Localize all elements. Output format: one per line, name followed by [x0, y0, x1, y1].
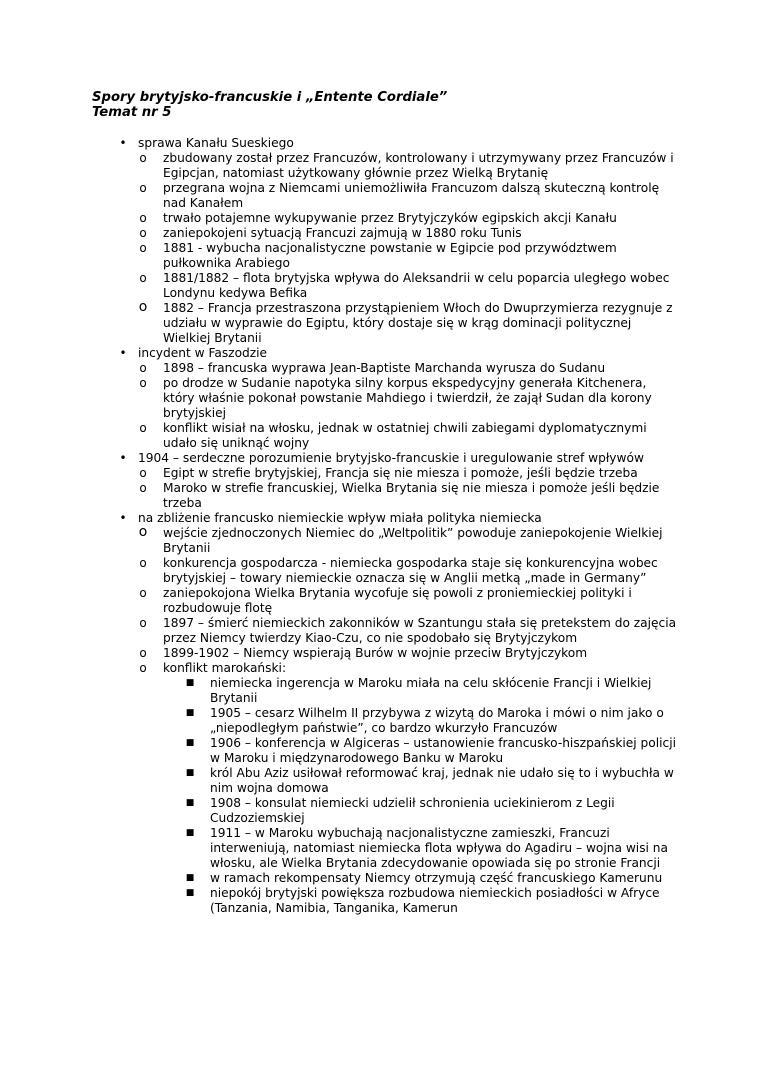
sub-item-text: 1898 – francuska wyprawa Jean-Baptiste Marchanda wyrusza do Sudanu	[163, 361, 606, 375]
bullet-circle-icon: o	[138, 524, 148, 540]
bullet-disc-icon: •	[119, 136, 127, 150]
section-text: incydent w Faszodzie	[138, 346, 268, 360]
bullet-square-icon: ■	[185, 828, 195, 838]
title-line-1: Spory brytyjsko-francuskie i „Entente Cordiale”	[92, 90, 448, 105]
sub-item-text: 1882 – Francja przestraszona przystąpieniem Włoch do Dwuprzymierza rezygnuje z udziału w wyprawie do Egiptu, który dostaje się w krąg dominacji politycznej Wielkiej Brytanii	[163, 301, 673, 345]
sub-sub-item	[98, 766, 678, 796]
sub-item-text: 1881/1882 – flota brytyjska wpływa do Aleksandrii w celu poparcia uległego wobec Londynu kedywa Befika	[163, 271, 670, 300]
bullet-circle-icon: o	[139, 481, 147, 495]
sub-item-text: 1897 – śmierć niemieckich zakonników w Szantungu stała się pretekstem do zajęcia przez Niemcy twierdzy Kiao-Czu, co nie spodobało się Brytyjczykom	[163, 616, 677, 645]
title-line-2: Temat nr 5	[92, 105, 172, 120]
sub-item-text: zaniepokojona Wielka Brytania wycofuje się powoli z proniemieckiej polityki i rozbudowuje flotę	[163, 586, 632, 615]
bullet-circle-icon: o	[139, 556, 147, 570]
sub-sub-item	[98, 796, 678, 826]
bullet-square-icon: ■	[185, 738, 195, 748]
sub-item	[98, 466, 678, 481]
sub-item	[98, 616, 678, 646]
bullet-circle-icon: o	[139, 361, 147, 375]
bullet-circle-icon: o	[139, 646, 147, 660]
bullet-disc-icon: •	[119, 451, 127, 465]
sub-item	[98, 526, 678, 556]
sub-item-text: konkurencja gospodarcza - niemiecka gospodarka staje się konkurencyjna wobec brytyjskiej – towary niemieckie oznacza się w Anglii metką „made in Germany”	[163, 556, 658, 585]
section-item	[118, 451, 678, 466]
bullet-square-icon: ■	[185, 888, 195, 898]
section-item	[118, 136, 678, 151]
section-text: 1904 – serdeczne porozumienie brytyjsko-francuskie i uregulowanie stref wpływów	[138, 451, 644, 465]
sub-sub-item	[98, 871, 678, 886]
sub-sub-item-text: 1906 – konferencja w Algiceras – ustanowienie francusko-hiszpańskiej policji w Maroku i międzynarodowego Banku w Maroku	[210, 736, 676, 765]
bullet-circle-icon: o	[139, 181, 147, 195]
sub-item-text: 1881 - wybucha nacjonalistyczne powstanie w Egipcie pod przywództwem pułkownika Arabiego	[163, 241, 617, 270]
bullet-circle-icon: o	[139, 211, 147, 225]
sub-item	[98, 301, 678, 346]
sub-item-text: Maroko w strefie francuskiej, Wielka Brytania się nie miesza i pomoże jeśli będzie trzeba	[163, 481, 660, 510]
sub-sub-item-text: w ramach rekompensaty Niemcy otrzymują część francuskiego Kamerunu	[210, 871, 663, 885]
sub-sub-item-text: niepokój brytyjski powiększa rozbudowa niemieckich posiadłości w Afryce (Tanzania, Namibia, Tanganika, Kamerun	[210, 886, 660, 915]
bullet-circle-icon: o	[139, 421, 147, 435]
bullet-square-icon: ■	[185, 798, 195, 808]
sub-item	[98, 226, 678, 241]
bullet-square-icon: ■	[185, 708, 195, 718]
sub-item	[98, 211, 678, 226]
section-text: na zbliżenie francusko niemieckie wpływ miała polityka niemiecka	[138, 511, 542, 525]
bullet-circle-icon: o	[139, 466, 147, 480]
bullet-circle-icon: o	[139, 241, 147, 255]
bullet-square-icon: ■	[185, 678, 195, 688]
sub-item-text: przegrana wojna z Niemcami uniemożliwiła Francuzom dalszą skuteczną kontrolę nad Kanałem	[163, 181, 660, 210]
document-title	[92, 90, 447, 120]
bullet-circle-icon: o	[139, 586, 147, 600]
sub-item-text: trwało potajemne wykupywanie przez Brytyjczyków egipskich akcji Kanału	[163, 211, 617, 225]
section-text: sprawa Kanału Sueskiego	[138, 136, 294, 150]
bullet-square-icon: ■	[185, 873, 195, 883]
outline-list	[118, 136, 678, 916]
sub-sub-item-text: 1908 – konsulat niemiecki udzielił schronienia uciekinierom z Legii Cudzoziemskiej	[210, 796, 615, 825]
bullet-circle-icon: o	[139, 376, 147, 390]
sub-sub-item	[98, 706, 678, 736]
sub-item-text: zaniepokojeni sytuacją Francuzi zajmują w 1880 roku Tunis	[163, 226, 522, 240]
sub-sub-item	[98, 826, 678, 871]
sub-sub-item	[98, 676, 678, 706]
sub-item-text: 1899-1902 – Niemcy wspierają Burów w wojnie przeciw Brytyjczykom	[163, 646, 588, 660]
sub-sub-item-text: król Abu Aziz usiłował reformować kraj, jednak nie udało się to i wybuchła w nim wojna domowa	[210, 766, 674, 795]
sub-item	[98, 181, 678, 211]
sub-item	[98, 421, 678, 451]
sub-sub-item	[98, 886, 678, 916]
section-item	[118, 511, 678, 526]
sub-item	[98, 556, 678, 586]
sub-item-text: Egipt w strefie brytyjskiej, Francja się nie miesza i pomoże, jeśli będzie trzeba	[163, 466, 638, 480]
sub-sub-item-text: 1911 – w Maroku wybuchają nacjonalistyczne zamieszki, Francuzi interweniują, natomiast niemiecka flota wpływa do Agadiru – wojna wisi na włosku, ale Wielka Brytania zdecydowanie opowiada się po stronie Francji	[210, 826, 668, 870]
bullet-circle-icon: o	[138, 299, 148, 315]
sub-sub-item	[98, 736, 678, 766]
sub-item	[98, 376, 678, 421]
bullet-circle-icon: o	[139, 226, 147, 240]
sub-sub-item-text: niemiecka ingerencja w Maroku miała na celu skłócenie Francji i Wielkiej Brytanii	[210, 676, 652, 705]
sub-item	[98, 661, 678, 676]
sub-item-text: wejście zjednoczonych Niemiec do „Weltpolitik” powoduje zaniepokojenie Wielkiej Brytanii	[163, 526, 663, 555]
sub-item-text: konflikt wisiał na włosku, jednak w ostatniej chwili zabiegami dyplomatycznymi udało się uniknąć wojny	[163, 421, 647, 450]
bullet-circle-icon: o	[139, 271, 147, 285]
sub-item	[98, 481, 678, 511]
sub-item	[98, 241, 678, 271]
sub-item	[98, 361, 678, 376]
sub-sub-item-text: 1905 – cesarz Wilhelm II przybywa z wizytą do Maroka i mówi o nim jako o „niepodległym państwie”, co bardzo wkurzyło Francuzów	[210, 706, 664, 735]
sub-item	[98, 646, 678, 661]
bullet-disc-icon: •	[119, 346, 127, 360]
bullet-square-icon: ■	[185, 768, 195, 778]
bullet-circle-icon: o	[139, 616, 147, 630]
bullet-disc-icon: •	[119, 511, 127, 525]
section-item	[118, 346, 678, 361]
sub-item-text: konflikt marokański:	[163, 661, 287, 675]
bullet-circle-icon: o	[139, 151, 147, 165]
sub-item	[98, 271, 678, 301]
sub-item-text: po drodze w Sudanie napotyka silny korpus ekspedycyjny generała Kitchenera, który właśnie pokonał powstanie Mahdiego i twierdził, że zajął Sudan dla korony brytyjskiej	[163, 376, 652, 420]
sub-item	[98, 586, 678, 616]
bullet-circle-icon: o	[139, 661, 147, 675]
sub-item	[98, 151, 678, 181]
sub-item-text: zbudowany został przez Francuzów, kontrolowany i utrzymywany przez Francuzów i Egipcjan, natomiast użytkowany głównie przez Wielką Brytanię	[163, 151, 674, 180]
